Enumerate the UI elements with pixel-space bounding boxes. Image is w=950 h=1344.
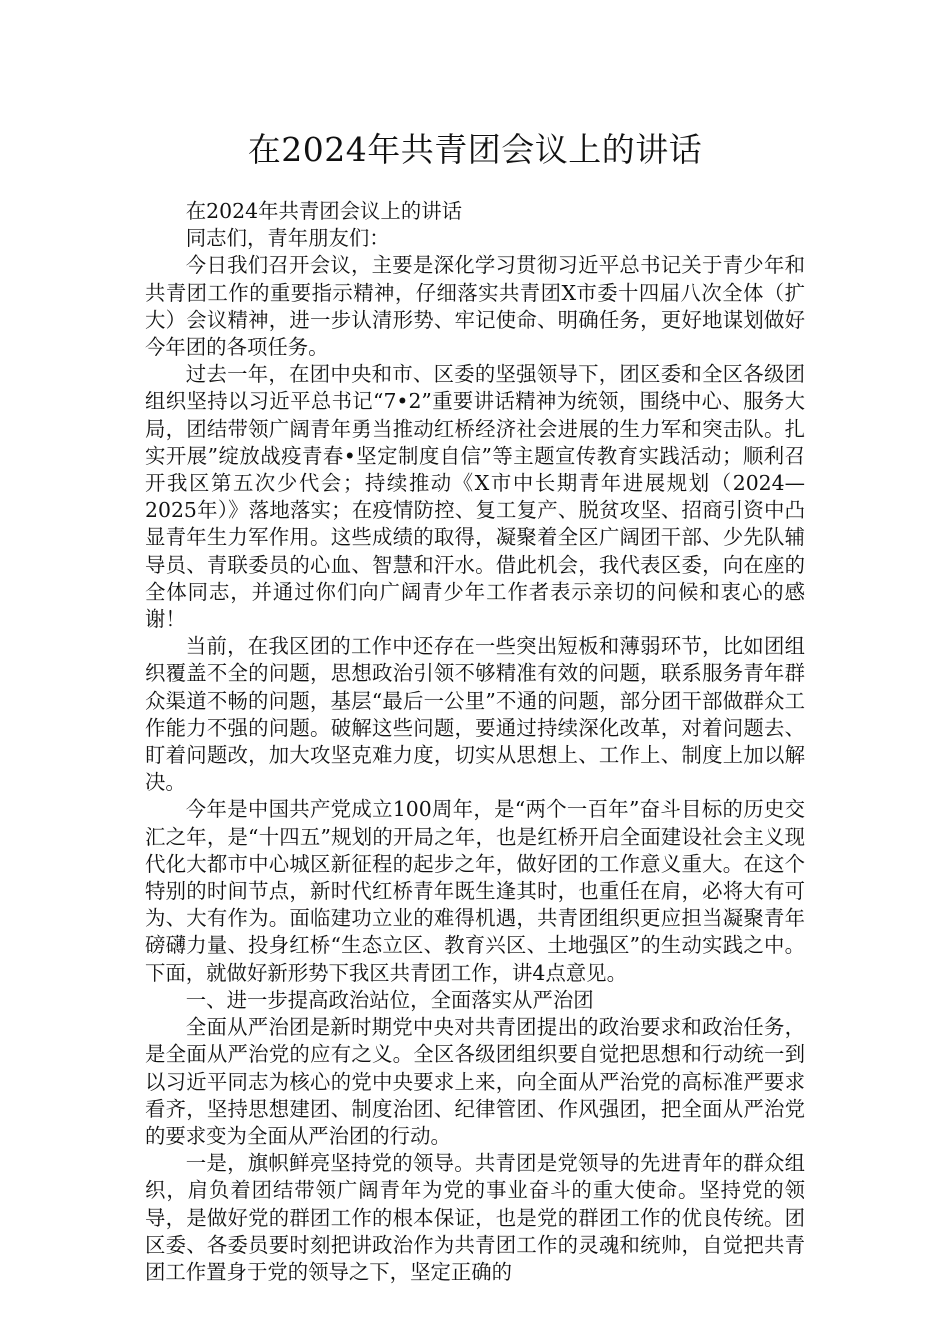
document-title: 在2024年共青团会议上的讲话 xyxy=(247,130,703,169)
paragraph-party-leadership: 一是，旗帜鲜亮坚持党的领导。共青团是党领导的先进青年的群众组织，肩负着团结带领广阔青年为党的事业奋斗的重大使命。坚持党的领导，是做好党的群团工作的根本保证，也是党的群团工作的优良传统。团区委、各委员要时刻把讲政治作为共青团工作的灵魂和统帅，自觉把共青团工作置身于党的领导之下，坚定正确的 xyxy=(145,1151,805,1284)
document-body xyxy=(145,198,805,1286)
paragraph-past-year: 过去一年，在团中央和市、区委的坚强领导下，团区委和全区各级团组织坚持以习近平总书记“7•2”重要讲话精神为统领，围绕中心、服务大局，团结带领广阔青年勇当推动红桥经济社会进展的生力军和突击队。扎实开展”绽放战疫青春•坚定制度自信”等主题宣传教育实践活动；顺利召开我区第五次少代会；持续推动《X市中长期青年进展规划（2024—2025年）》落地落实；在疫情防控、复工复产、脱贫攻坚、招商引资中凸显青年生力军作用。这些成绩的取得，凝聚着全区广阔团干部、少先队辅导员、青联委员的心血、智慧和汗水。借此机会，我代表区委，向在座的全体同志，并通过你们向广阔青少年工作者表示亲切的问候和衷心的感谢！ xyxy=(145,362,805,632)
paragraph-opening: 今日我们召开会议，主要是深化学习贯彻习近平总书记关于青少年和共青团工作的重要指示精神，仔细落实共青团X市委十四届八次全体（扩大）会议精神，进一步认清形势、牢记使命、明确任务，更好地谋划做好今年团的各项任务。 xyxy=(145,253,805,360)
paragraph-heading-repeat: 在2024年共青团会议上的讲话 xyxy=(185,199,462,223)
paragraph-strict-governance: 全面从严治团是新时期党中央对共青团提出的政治要求和政治任务，是全面从严治党的应有之义。全区各级团组织要自觉把思想和行动统一到以习近平同志为核心的党中央要求上来，向全面从严治党的高标准严要求看齐，坚持思想建团、制度治团、纪律管团、作风强团，把全面从严治党的要求变为全面从严治团的行动。 xyxy=(145,1015,805,1148)
paragraph-shortcomings: 当前，在我区团的工作中还存在一些突出短板和薄弱环节，比如团组织覆盖不全的问题，思想政治引领不够精准有效的问题，联系服务青年群众渠道不畅的问题，基层“最后一公里”不通的问题，部分团干部做群众工作能力不强的问题。破解这些问题，要通过持续深化改革，对着问题去、盯着问题改，加大攻坚克难力度，切实从思想上、工作上、制度上加以解决。 xyxy=(145,634,805,795)
section-heading-1: 一、进一步提高政治站位，全面落实从严治团 xyxy=(185,987,594,1012)
paragraph-salutation: 同志们，青年朋友们： xyxy=(185,226,390,251)
paragraph-this-year: 今年是中国共产党成立100周年，是“两个一百年”奋斗目标的历史交汇之年，是“十四五”规划的开局之年，也是红桥开启全面建设社会主义现代化大都市中心城区新征程的起步之年，做好团的工作意义重大。在这个特别的时间节点，新时代红桥青年既生逢其时，也重任在肩，必将大有可为、大有作为。面临建功立业的难得机遇，共青团组织更应担当凝聚青年磅礴力量、投身红桥“生态立区、教育兴区、土地强区”的生动实践之中。下面，就做好新形势下我区共青团工作，讲4点意见。 xyxy=(145,797,805,985)
